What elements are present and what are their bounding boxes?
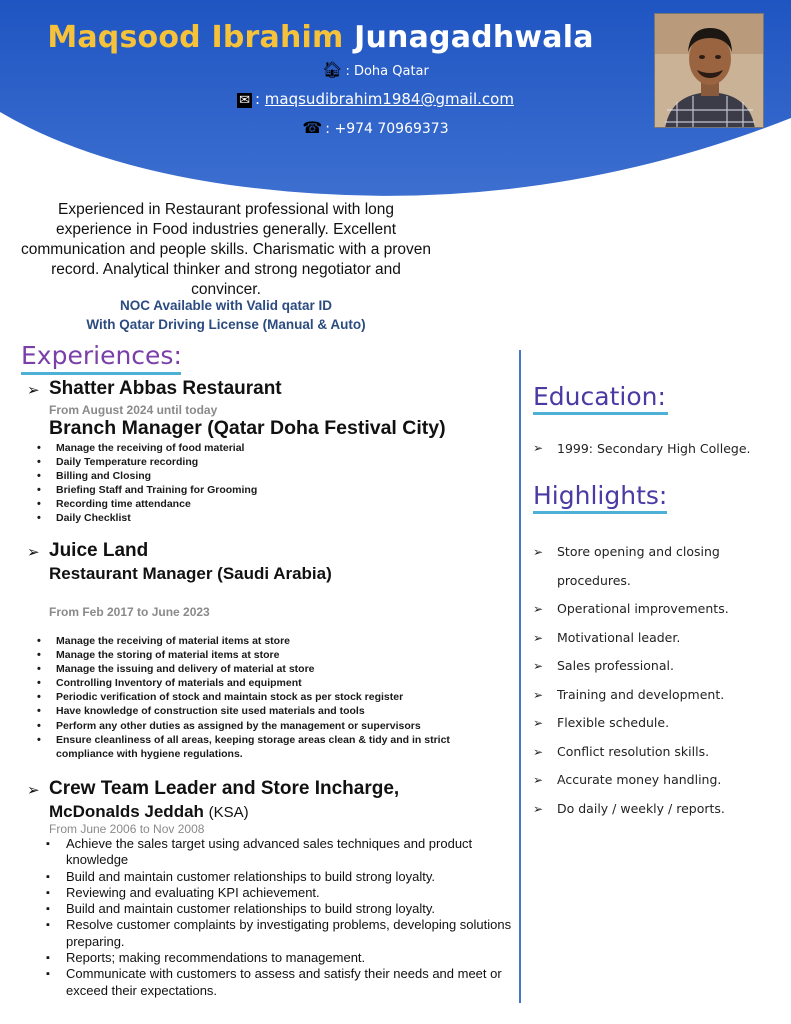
education-heading: Education:: [533, 382, 666, 411]
job-3-dates: From June 2006 to Nov 2008: [49, 822, 205, 836]
arrow-bullet-icon: ➢: [27, 544, 40, 561]
list-item: ➢ Training and development.: [533, 681, 733, 710]
list-item: ➢ Flexible schedule.: [533, 709, 733, 738]
license-note: With Qatar Driving License (Manual & Auto): [86, 317, 366, 332]
list-item: ▪ Build and maintain customer relationships to build strong loyalty.: [40, 869, 516, 885]
job-1-bullets: [26, 441, 506, 526]
summary-text: Experienced in Restaurant professional with long experience in Food industries generally. Excellent communication and people skills. Charismatic with a proven record. Analytical thinker and strong negotiator and convincer.: [20, 201, 432, 298]
profile-photo: [654, 13, 764, 128]
highlights-underline: [533, 511, 667, 514]
list-item: • Daily Temperature recording: [26, 455, 506, 469]
job-3-role: [49, 802, 249, 822]
job-2-company: Juice Land: [49, 540, 149, 561]
highlights-list: [533, 538, 733, 823]
phone-text: : +974 70969373: [325, 121, 449, 137]
list-item: • Manage the storing of material items at store: [26, 648, 506, 662]
email-separator: :: [254, 90, 265, 108]
email-link[interactable]: maqsudibrahim1984@gmail.com: [264, 90, 514, 108]
name-first: Maqsood Ibrahim: [47, 20, 344, 55]
list-item: ▪ Communicate with customers to assess and satisfy their needs and meet or exceed their expectations.: [40, 966, 516, 999]
list-item: • Manage the receiving of food material: [26, 441, 506, 455]
list-item: ➢ Store opening and closing procedures.: [533, 538, 733, 595]
column-divider: [519, 350, 521, 1003]
education-list: [533, 441, 783, 456]
list-item: ➢ Conflict resolution skills.: [533, 738, 733, 767]
arrow-bullet-icon: ➢: [27, 782, 40, 799]
list-item: • Recording time attendance: [26, 497, 506, 511]
job-1-company: Shatter Abbas Restaurant: [49, 378, 282, 399]
name-last: Junagadhwala: [354, 20, 594, 55]
list-item: • Briefing Staff and Training for Grooming: [26, 483, 506, 497]
list-item: • Daily Checklist: [26, 511, 506, 525]
home-icon: 🏠︎: [322, 60, 343, 79]
list-item: ➢ Accurate money handling.: [533, 766, 733, 795]
job-1-dates: From August 2024 until today: [49, 403, 218, 417]
job-3-role-text: McDonalds Jeddah: [49, 802, 204, 821]
list-item: • Manage the receiving of material items at store: [26, 634, 506, 648]
list-item: • Manage the issuing and delivery of material at store: [26, 662, 506, 676]
list-item: ▪ Build and maintain customer relationships to build strong loyalty.: [40, 901, 516, 917]
list-item: • Periodic verification of stock and maintain stock as per stock register: [26, 690, 506, 704]
arrow-bullet-icon: ➢: [27, 382, 40, 399]
list-item: ▪ Reviewing and evaluating KPI achievement.: [40, 885, 516, 901]
highlights-heading: Highlights:: [533, 481, 668, 510]
list-item: • Controlling Inventory of materials and equipment: [26, 676, 506, 690]
list-item: ➢ Motivational leader.: [533, 624, 733, 653]
job-2-dates: From Feb 2017 to June 2023: [49, 605, 210, 619]
list-item: ▪ Achieve the sales target using advanced sales techniques and product knowledge: [40, 836, 516, 869]
mail-icon: ✉: [239, 93, 250, 108]
phone-icon: ☎: [302, 118, 323, 137]
list-item: • Have knowledge of construction site used materials and tools: [26, 704, 506, 718]
list-item: ➢ Operational improvements.: [533, 595, 733, 624]
noc-note: NOC Available with Valid qatar ID: [119, 298, 333, 313]
list-item: ➢ 1999: Secondary High College.: [533, 441, 783, 456]
list-item: • Perform any other duties as assigned by the management or supervisors: [26, 719, 506, 733]
job-3-bullets: [40, 836, 516, 999]
list-item: ▪ Resolve customer complaints by investigating problems, developing solutions preparing.: [40, 917, 516, 950]
experiences-heading: Experiences:: [21, 341, 182, 370]
list-item: • Billing and Closing: [26, 469, 506, 483]
list-item: • Ensure cleanliness of all areas, keeping storage areas clean & tidy and in strict compliance with hygiene regulations.: [26, 733, 506, 761]
job-3-role-suffix: (KSA): [208, 804, 249, 821]
education-underline: [533, 412, 668, 415]
job-3-company: Crew Team Leader and Store Incharge,: [49, 778, 400, 799]
list-item: ➢ Do daily / weekly / reports.: [533, 795, 733, 824]
job-2-bullets: [26, 634, 506, 761]
list-item: ▪ Reports; making recommendations to management.: [40, 950, 516, 966]
job-1-role: Branch Manager (Qatar Doha Festival City): [49, 417, 446, 439]
list-item: ➢ Sales professional.: [533, 652, 733, 681]
job-2-role: Restaurant Manager (Saudi Arabia): [49, 564, 332, 583]
experiences-underline: [21, 372, 181, 375]
location-text: : Doha Qatar: [345, 64, 429, 79]
